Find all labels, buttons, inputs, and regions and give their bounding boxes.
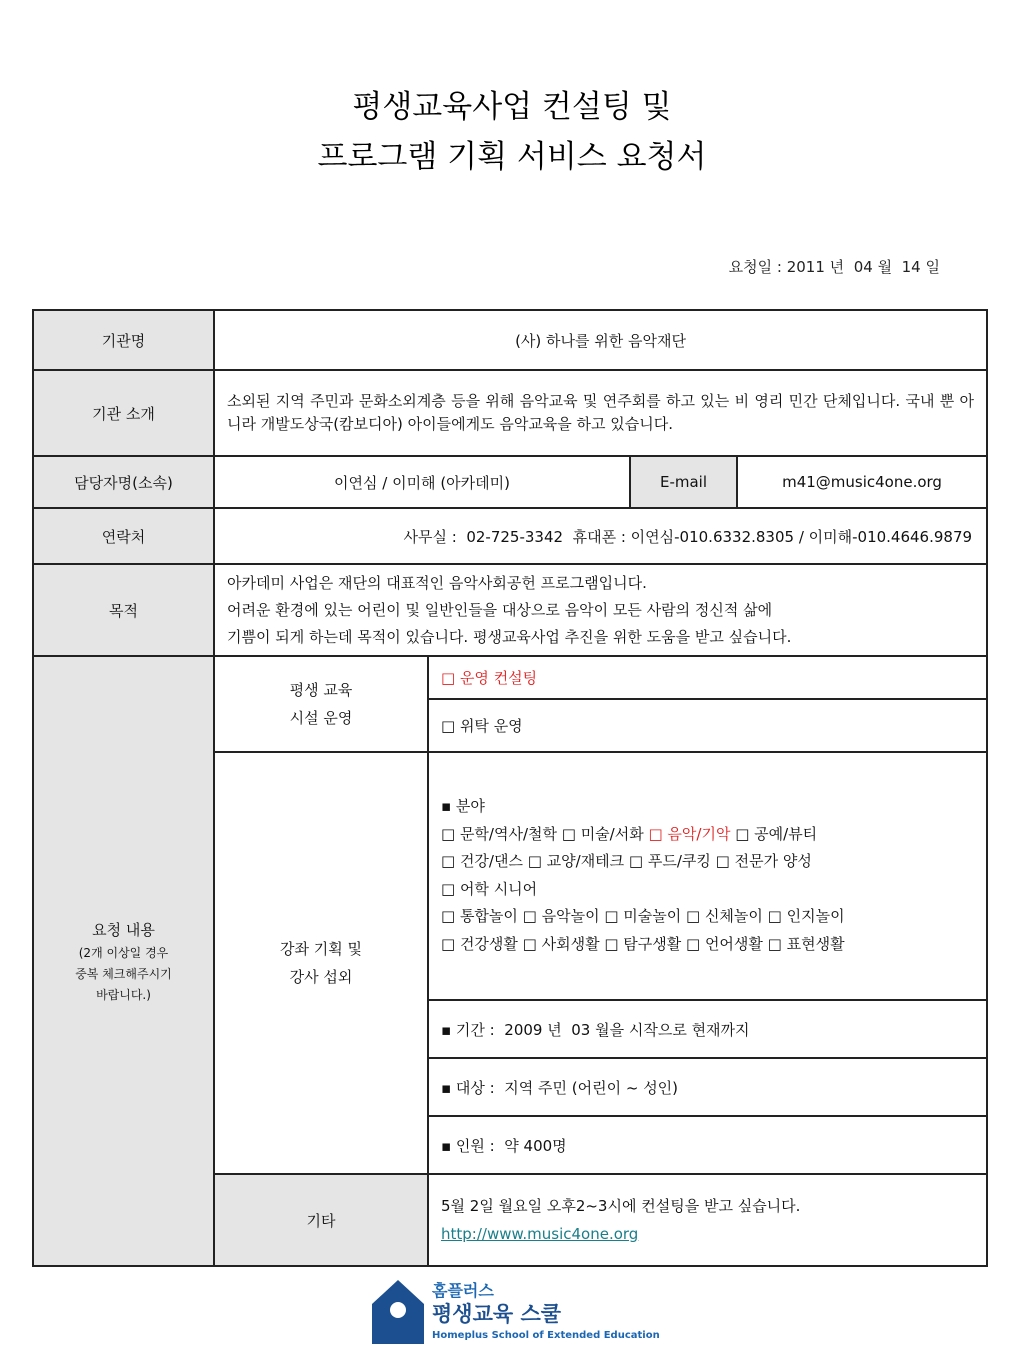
field-cell — [428, 752, 987, 1000]
contact-value: 사무실 : 02-725-3342 휴대폰 : 이연심-010.6332.8305 / 이미해-010.4646.9879 — [214, 508, 987, 564]
contact-row — [33, 508, 987, 564]
request-note-line-3: 바랍니다.) — [96, 987, 151, 1002]
manager-value: 이연심 / 이미해 (아카데미) — [214, 456, 630, 508]
request-date-label: 요청일 : — [728, 258, 782, 276]
contact-label: 연락처 — [33, 508, 214, 564]
headcount-value: ▪ 인원 : 약 400명 — [428, 1116, 987, 1174]
request-month: 04 — [853, 258, 873, 276]
field-row-1-highlight: □ 음악/기악 — [648, 824, 731, 843]
field-title: ▪ 분야 — [441, 797, 485, 815]
manager-label: 담당자명(소속) — [33, 456, 214, 508]
purpose-value — [214, 564, 987, 656]
request-year: 2011 — [786, 258, 825, 276]
month-unit: 월 — [877, 258, 893, 276]
field-row-4: □ 통합놀이 □ 음악놀이 □ 미술놀이 □ 신체놀이 □ 인지놀이 — [441, 907, 845, 925]
homeplus-logo — [372, 1278, 660, 1344]
course-label-cell — [214, 752, 428, 1174]
logo-english-name: Homeplus School of Extended Education — [432, 1330, 660, 1341]
course-label-line-2: 강사 섭외 — [289, 968, 353, 986]
consulting-option-text: □ 운영 컨설팅 — [441, 669, 538, 687]
facility-option-row-1 — [33, 656, 987, 699]
facility-option-consulting — [428, 656, 987, 699]
field-row-2: □ 건강/댄스 □ 교양/재테크 □ 푸드/쿠킹 □ 전문가 양성 — [441, 852, 812, 870]
request-label-cell — [33, 656, 214, 1266]
org-intro-label: 기관 소개 — [33, 370, 214, 456]
period-value: ▪ 기간 : 2009 년 03 월을 시작으로 현재까지 — [428, 1000, 987, 1058]
email-label: E-mail — [630, 456, 737, 508]
email-value: m41@music4one.org — [737, 456, 987, 508]
title-line-2: 프로그램 기획 서비스 요청서 — [317, 139, 707, 175]
logo-brand: 홈플러스 — [432, 1281, 494, 1300]
website-link[interactable]: http://www.music4one.org — [441, 1225, 639, 1243]
purpose-line-2: 어려운 환경에 있는 어린이 및 일반인들을 대상으로 음악이 모든 사람의 정신적 삶에 — [227, 600, 773, 619]
year-unit: 년 — [829, 258, 845, 276]
etc-value — [428, 1174, 987, 1266]
etc-line: 5월 2일 월요일 오후2~3시에 컨설팅을 받고 싶습니다. — [441, 1197, 801, 1215]
house-logo-icon — [372, 1280, 424, 1344]
facility-option-consignment: □ 위탁 운영 — [428, 699, 987, 752]
request-label: 요청 내용 — [92, 920, 155, 939]
facility-label-line-1: 평생 교육 — [289, 681, 353, 699]
purpose-line-1: 아카데미 사업은 재단의 대표적인 음악사회공헌 프로그램입니다. — [227, 573, 647, 592]
day-unit: 일 — [925, 258, 940, 276]
document-title — [0, 82, 1024, 182]
purpose-row — [33, 564, 987, 656]
manager-row — [33, 456, 987, 508]
org-intro-row — [33, 370, 987, 456]
field-row-1-before: □ 문학/역사/철학 □ 미술/서화 — [441, 824, 649, 843]
org-name-row — [33, 310, 987, 370]
request-day: 14 — [901, 258, 921, 276]
request-date — [729, 256, 940, 277]
org-name-value: (사) 하나를 위한 음악재단 — [214, 310, 987, 370]
field-row-1-after: □ 공예/뷰티 — [730, 824, 818, 843]
course-label-line-1: 강좌 기획 및 — [280, 940, 362, 958]
facility-label-line-2: 시설 운영 — [289, 709, 353, 727]
etc-label: 기타 — [214, 1174, 428, 1266]
logo-school-name: 평생교육 스쿨 — [432, 1302, 562, 1326]
org-name-label: 기관명 — [33, 310, 214, 370]
field-row-3: □ 어학 시니어 — [441, 879, 538, 898]
request-note-line-1: (2개 이상일 경우 — [78, 945, 169, 960]
purpose-line-3: 기쁨이 되게 하는데 목적이 있습니다. 평생교육사업 추진을 위한 도움을 받고 싶습니다. — [227, 627, 792, 646]
target-value: ▪ 대상 : 지역 주민 (어린이 ~ 성인) — [428, 1058, 987, 1116]
facility-label-cell — [214, 656, 428, 752]
request-note-line-2: 중복 체크해주시기 — [75, 966, 172, 981]
purpose-label: 목적 — [33, 564, 214, 656]
field-row-1 — [441, 821, 974, 849]
org-intro-value: 소외된 지역 주민과 문화소외계층 등을 위해 음악교육 및 연주회를 하고 있는 비 영리 민간 단체입니다. 국내 뿐 아니라 개발도상국(캄보디아) 아이들에게도 음악교육을 하고 있습니다. — [214, 370, 987, 456]
request-form-table — [32, 309, 988, 1267]
title-line-1: 평생교육사업 컨설팅 및 — [352, 89, 672, 125]
field-row-5: □ 건강생활 □ 사회생활 □ 탐구생활 □ 언어생활 □ 표현생활 — [441, 934, 845, 953]
